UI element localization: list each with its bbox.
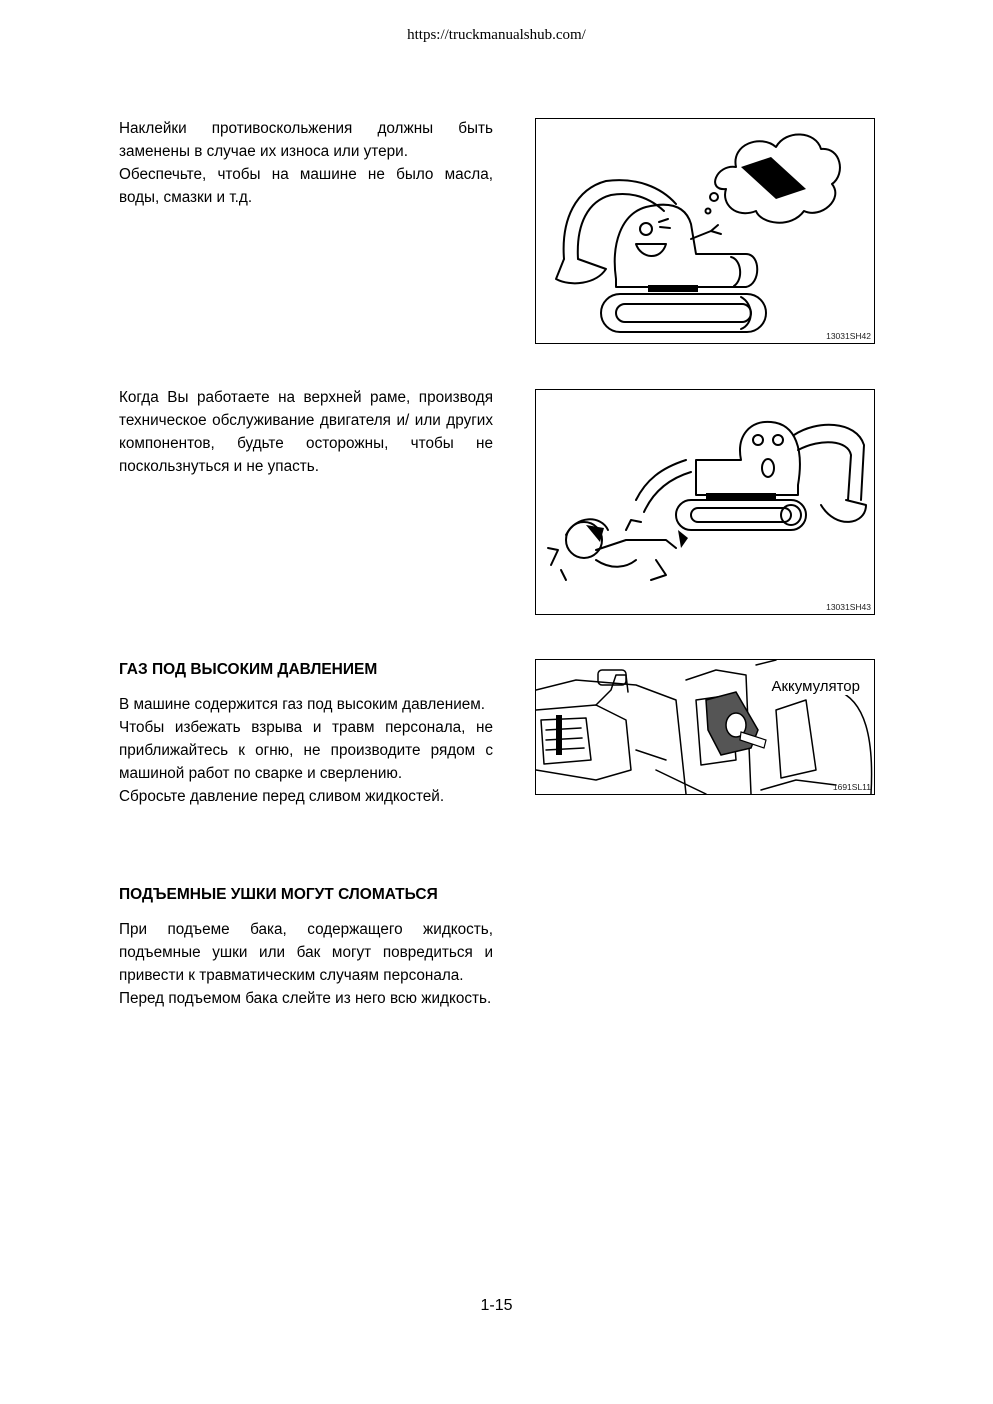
figure-slip-fall — [535, 389, 875, 615]
falling-worker-illustration — [536, 390, 874, 614]
paragraph: Сбросьте давление перед сливом жидкостей. — [119, 788, 445, 805]
section-anti-slip — [119, 117, 493, 209]
section-lifting-eyes — [119, 885, 493, 1010]
section-high-pressure-gas — [119, 660, 493, 808]
paragraph: В машине содержится газ под высоким давлением. — [119, 696, 486, 713]
figure-accumulator — [535, 659, 875, 795]
figure-code: 13031SH43 — [826, 602, 871, 612]
paragraph: Обеспечьте, чтобы на машине не было масла, воды, смазки и т.д. — [119, 166, 493, 206]
figure-anti-slip-stickers — [535, 118, 875, 344]
header-url: https://truckmanualshub.com/ — [407, 27, 586, 43]
paragraph: Наклейки противоскольжения должны быть заменены в случае их износа или утери. — [119, 120, 493, 160]
page-number: 1-15 — [480, 1297, 513, 1314]
accumulator-label: Аккумулятор — [771, 678, 860, 695]
paragraph: Чтобы избежать взрыва и травм персонала, не приближайтесь к огню, не производите рядом с машиной работ по сварке и сверлению. — [119, 719, 493, 782]
section-slip-warning — [119, 386, 493, 478]
section-heading: ПОДЪЕМНЫЕ УШКИ МОГУТ СЛОМАТЬСЯ — [119, 886, 438, 903]
section-heading: ГАЗ ПОД ВЫСОКИМ ДАВЛЕНИЕМ — [119, 661, 378, 678]
paragraph: При подъеме бака, содержащего жидкость, подъемные ушки или бак могут повредиться и привести к травматическим случаям персонала. — [119, 921, 493, 984]
figure-code: 1691SL11 — [832, 782, 871, 792]
paragraph: Перед подъемом бака слейте из него всю жидкость. — [119, 990, 492, 1007]
paragraph: Когда Вы работаете на верхней раме, производя техническое обслуживание двигателя и/ или других компонентов, будьте осторожны, чтобы не поскользнуться и не упасть. — [119, 389, 493, 475]
figure-code: 13031SH42 — [826, 331, 871, 341]
excavator-sticker-illustration — [536, 119, 874, 343]
